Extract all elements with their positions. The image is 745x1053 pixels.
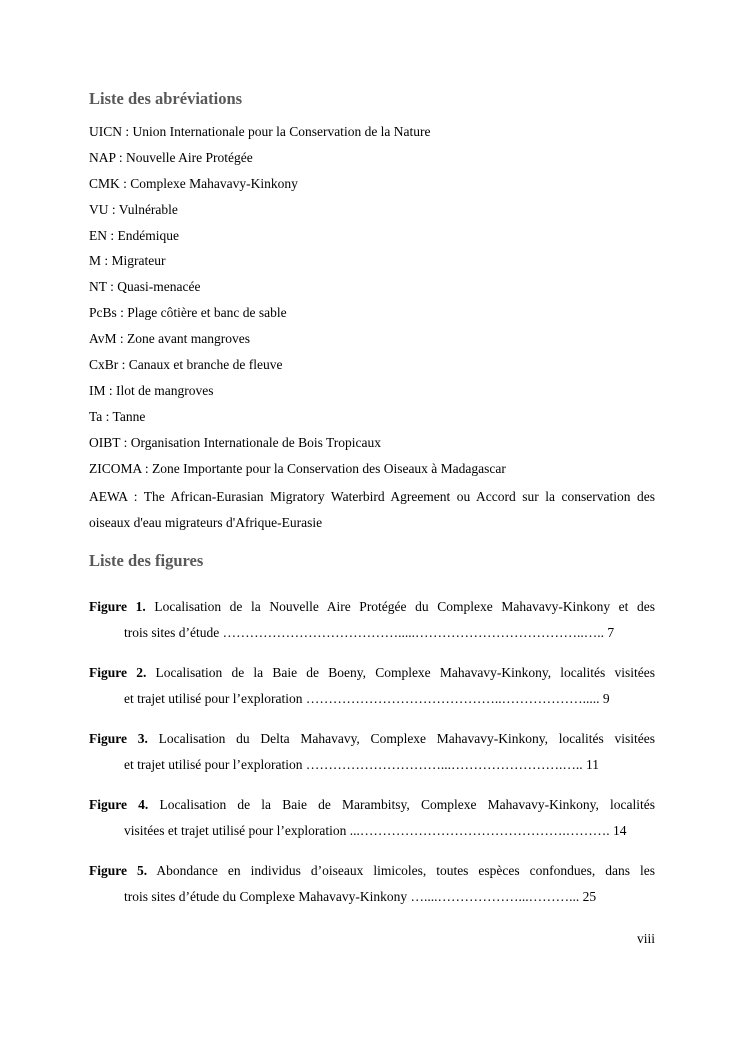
abbreviation-item: NAP : Nouvelle Aire Protégée bbox=[89, 149, 253, 165]
figure-entry-line2: trois sites d’étude du Complexe Mahavavy-Kinkony …....………………...………... 25 bbox=[124, 889, 597, 904]
figure-entry-line1 bbox=[89, 858, 655, 884]
figure-entry bbox=[89, 726, 655, 792]
abbreviation-item: VU : Vulnérable bbox=[89, 201, 178, 217]
abbreviation-item: ZICOMA : Zone Importante pour la Conservation des Oiseaux à Madagascar bbox=[89, 460, 506, 476]
figure-entry bbox=[89, 792, 655, 858]
abbreviation-item: Ta : Tanne bbox=[89, 408, 146, 424]
figure-entry bbox=[89, 660, 655, 726]
figure-entry-line1 bbox=[89, 660, 655, 686]
figure-entry bbox=[89, 594, 655, 660]
abbreviation-item: IM : Ilot de mangroves bbox=[89, 382, 214, 398]
abbreviations-list bbox=[89, 122, 655, 536]
figure-entry-line2: trois sites d’étude ………………………………….....………………………………..….. 7 bbox=[124, 625, 615, 640]
figure-label: Figure 4. bbox=[89, 797, 149, 812]
abbreviation-item: UICN : Union Internationale pour la Conservation de la Nature bbox=[89, 124, 431, 139]
abbreviations-heading: Liste des abréviations bbox=[89, 89, 243, 108]
figures-list bbox=[89, 594, 655, 924]
figure-caption: Localisation de la Baie de Boeny, Complexe Mahavavy-Kinkony, localités visitées bbox=[155, 665, 655, 680]
figure-entry bbox=[89, 858, 655, 924]
figure-label: Figure 2. bbox=[89, 665, 147, 680]
figure-caption: Localisation de la Nouvelle Aire Protégée du Complexe Mahavavy-Kinkony et des bbox=[154, 599, 655, 614]
abbreviation-item: CxBr : Canaux et branche de fleuve bbox=[89, 357, 283, 373]
figure-caption: Abondance en individus d’oiseaux limicoles, toutes espèces confondues, dans les bbox=[156, 863, 655, 878]
abbreviation-item: PcBs : Plage côtière et banc de sable bbox=[89, 305, 287, 321]
figure-label: Figure 5. bbox=[89, 863, 148, 878]
abbreviation-item: CMK : Complexe Mahavavy-Kinkony bbox=[89, 175, 298, 191]
figure-label: Figure 1. bbox=[89, 599, 146, 614]
abbreviation-item: AEWA : The African-Eurasian Migratory Waterbird Agreement ou Accord sur la conservation des oiseaux d'eau migrateurs d'Afrique-Eurasie bbox=[89, 489, 655, 531]
abbreviation-item: NT : Quasi-menacée bbox=[89, 279, 201, 295]
figures-heading: Liste des figures bbox=[89, 551, 204, 570]
figure-caption: Localisation de la Baie de Marambitsy, Complexe Mahavavy-Kinkony, localités bbox=[159, 797, 655, 812]
abbreviation-item: OIBT : Organisation Internationale de Bois Tropicaux bbox=[89, 434, 381, 450]
abbreviation-item: EN : Endémique bbox=[89, 227, 179, 243]
figure-entry-line2: et trajet utilisé pour l’exploration …………………………...…………………….….. 11 bbox=[124, 757, 599, 772]
figure-entry-line1 bbox=[89, 594, 655, 620]
figure-entry-line2: et trajet utilisé pour l’exploration ……………………………………..………………..... 9 bbox=[124, 691, 610, 706]
abbreviation-item: M : Migrateur bbox=[89, 253, 166, 269]
figure-entry-line1 bbox=[89, 792, 655, 818]
page-number: viii bbox=[636, 931, 655, 946]
figure-caption: Localisation du Delta Mahavavy, Complexe Mahavavy-Kinkony, localités visitées bbox=[158, 731, 655, 746]
abbreviation-item: AvM : Zone avant mangroves bbox=[89, 331, 250, 347]
figure-entry-line1 bbox=[89, 726, 655, 752]
figure-entry-line2: visitées et trajet utilisé pour l’exploration ...……………………………………….………. 14 bbox=[124, 823, 627, 838]
figure-label: Figure 3. bbox=[89, 731, 148, 746]
